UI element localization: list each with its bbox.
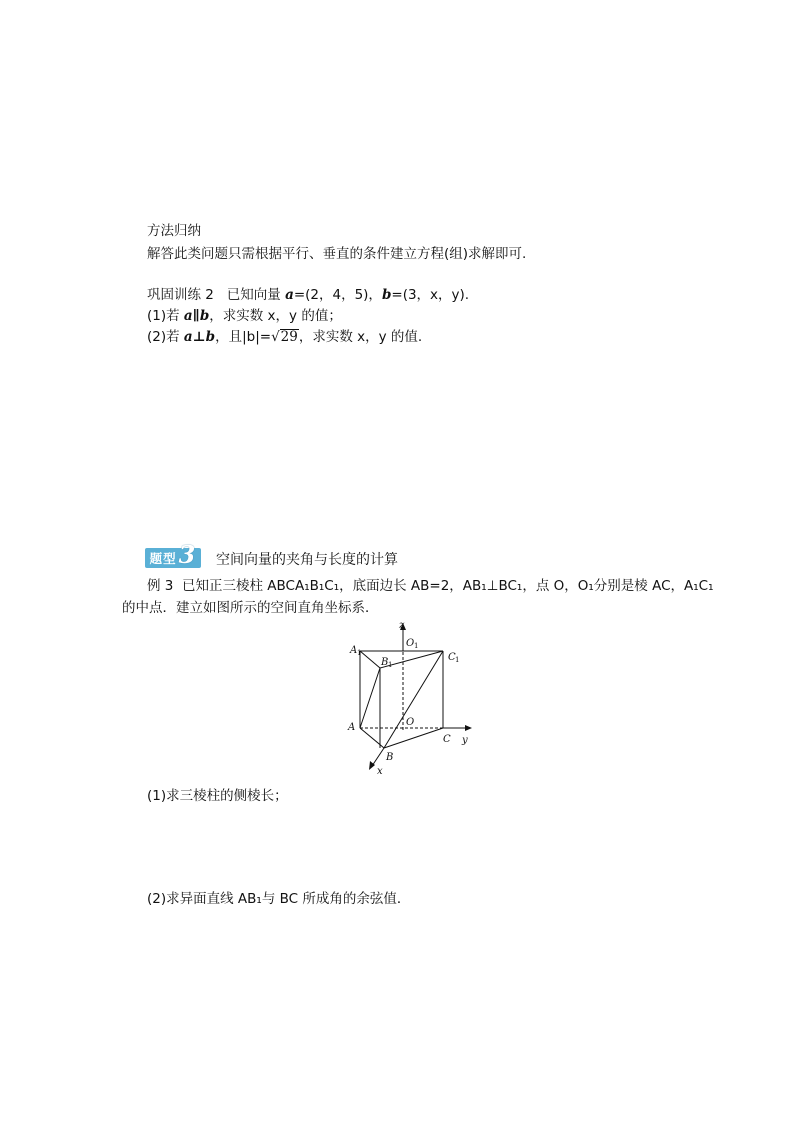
exercise-stem-text: 已知向量 — [226, 287, 281, 303]
exercise-label: 巩固训练 2 — [147, 287, 214, 303]
badge-label: 题型 — [149, 551, 177, 566]
label-O: O — [406, 717, 415, 728]
prism-figure — [340, 618, 490, 778]
label-z: z — [399, 620, 405, 631]
exercise-stem — [147, 286, 469, 304]
label-B: B — [386, 752, 394, 763]
section-title: 空间向量的夹角与长度的计算 — [216, 552, 398, 568]
part2-relation: a⊥b — [183, 329, 216, 345]
label-x: x — [377, 766, 383, 777]
part1-prefix: (1)若 — [147, 308, 180, 324]
method-text: 解答此类问题只需根据平行、垂直的条件建立方程(组)求解即可. — [147, 246, 527, 262]
part2-prefix: (2)若 — [147, 329, 180, 345]
label-A1: A — [350, 645, 358, 656]
exercise-part2: (2)若 a⊥b，且|b|=√29，求实数 x，y 的值. — [147, 329, 423, 345]
part1-rest: ，求实数 x，y 的值； — [209, 308, 342, 324]
part1-relation: a∥b — [183, 308, 210, 324]
label-B1-sub: 1 — [388, 661, 393, 669]
vector-b-value: =(3，x，y). — [391, 287, 470, 303]
example-line1 — [147, 577, 714, 595]
label-A1-sub: 1 — [357, 649, 362, 657]
part2-mid: ，且|b|= — [215, 329, 272, 345]
vector-a-value: =(2，4，5)， — [293, 287, 382, 303]
label-A: A — [348, 722, 356, 733]
vector-a: a — [285, 287, 294, 303]
question-1: (1)求三棱柱的侧棱长； — [147, 788, 288, 804]
question-2: (2)求异面直线 AB₁与 BC 所成角的余弦值． — [147, 891, 411, 907]
example-label: 例 3 — [147, 578, 174, 594]
label-y: y — [462, 735, 468, 746]
vector-b: b — [381, 287, 392, 303]
section-badge — [145, 539, 201, 569]
sqrt-29: 29 — [280, 329, 298, 345]
label-C1: C — [448, 652, 456, 663]
label-C: C — [443, 734, 451, 745]
example-text-1: 已知正三棱柱 ABCA₁B₁C₁，底面边长 AB=2，AB₁⊥BC₁，点 O，O₁分别是棱 AC，A₁C₁ — [181, 578, 714, 594]
part2-rest: ，求实数 x，y 的值. — [298, 329, 423, 345]
label-C1-sub: 1 — [455, 656, 460, 664]
label-O1-sub: 1 — [414, 642, 419, 650]
label-O1: O — [406, 638, 415, 649]
example-line2: 的中点．建立如图所示的空间直角坐标系． — [122, 600, 379, 616]
method-title: 方法归纳 — [147, 223, 201, 239]
x-axis — [372, 748, 384, 766]
exercise-part1 — [147, 307, 342, 325]
label-B1: B — [381, 657, 389, 668]
badge-number: 3 — [178, 539, 197, 569]
